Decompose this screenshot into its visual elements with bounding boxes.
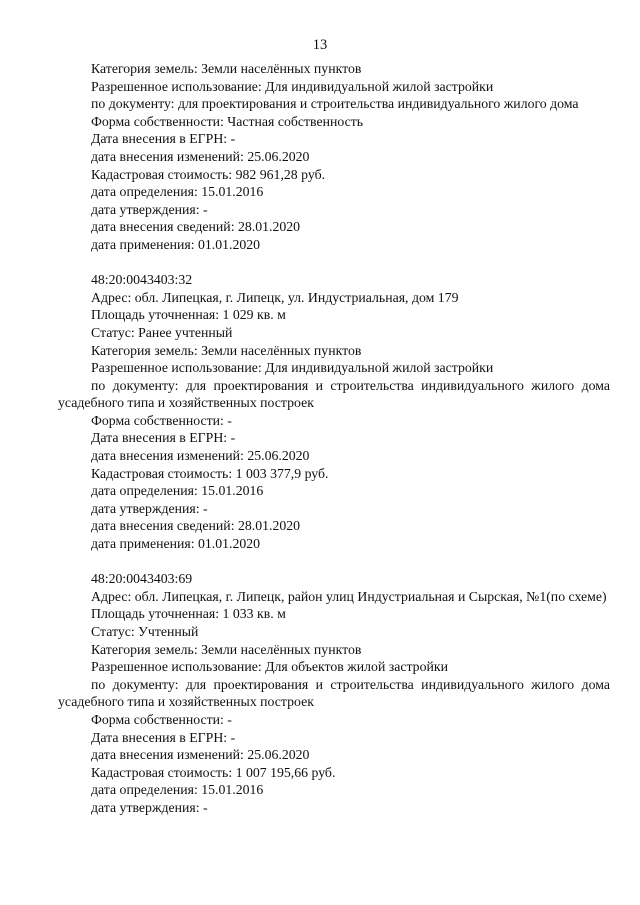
land-category: Категория земель: Земли населённых пунктов [91, 342, 362, 358]
info-date: дата внесения сведений: 28.01.2020 [91, 219, 301, 235]
cadastral-value: Кадастровая стоимость: 1 007 195,66 руб. [91, 764, 336, 780]
status: Статус: Учтенный [91, 624, 199, 639]
cadastral-value: Кадастровая стоимость: 982 961,28 руб. [91, 166, 326, 182]
determination-date: дата определения: 15.01.2016 [91, 782, 264, 798]
status: Статус: Ранее учтенный [91, 324, 233, 340]
address: Адрес: обл. Липецкая, г. Липецк, район улиц Индустриальная и Сырская, №1(по схеме) [91, 588, 607, 604]
block-spacer [58, 254, 610, 272]
ownership-form: Форма собственности: Частная собственность [91, 113, 364, 129]
egrn-date: Дата внесения в ЕГРН: - [91, 131, 236, 147]
ownership-form: Форма собственности: - [91, 412, 232, 428]
area: Площадь уточненная: 1 029 кв. м [91, 307, 286, 323]
cadastral-value: Кадастровая стоимость: 1 003 377,9 руб. [91, 465, 329, 481]
application-date: дата применения: 01.01.2020 [91, 536, 261, 552]
area: Площадь уточненная: 1 033 кв. м [91, 606, 286, 622]
permitted-use: Разрешенное использование: Для индивидуальной жилой застройки [91, 360, 494, 376]
approval-date: дата утверждения: - [91, 799, 208, 815]
by-document: по документу: для проектирования и строительства индивидуального жилого дома [91, 96, 579, 112]
changes-date: дата внесения изменений: 25.06.2020 [91, 747, 310, 763]
cadastral-number: 48:20:0043403:69 [91, 571, 193, 587]
document-body [58, 60, 610, 817]
record-block-2 [58, 271, 610, 553]
info-date: дата внесения сведений: 28.01.2020 [91, 518, 301, 534]
address: Адрес: обл. Липецкая, г. Липецк, ул. Индустриальная, дом 179 [91, 289, 459, 305]
by-document: по документу: для проектирования и строительства индивидуального жилого дома усадебного типа и хозяйственных построек [58, 377, 610, 411]
block-spacer [58, 553, 610, 571]
land-category: Категория земель: Земли населённых пунктов [91, 641, 362, 657]
page-number: 13 [312, 37, 328, 53]
by-document: по документу: для проектирования и строительства индивидуального жилого дома усадебного типа и хозяйственных построек [58, 676, 610, 710]
land-category: Категория земель: Земли населённых пунктов [91, 61, 362, 76]
ownership-form: Форма собственности: - [91, 711, 232, 727]
determination-date: дата определения: 15.01.2016 [91, 184, 264, 200]
approval-date: дата утверждения: - [91, 201, 208, 217]
approval-date: дата утверждения: - [91, 500, 208, 516]
permitted-use: Разрешенное использование: Для объектов жилой застройки [91, 659, 448, 675]
record-block-3 [58, 570, 610, 816]
record-block-1 [58, 60, 610, 254]
egrn-date: Дата внесения в ЕГРН: - [91, 430, 236, 446]
changes-date: дата внесения изменений: 25.06.2020 [91, 148, 310, 164]
application-date: дата применения: 01.01.2020 [91, 236, 261, 252]
egrn-date: Дата внесения в ЕГРН: - [91, 729, 236, 745]
cadastral-number: 48:20:0043403:32 [91, 272, 193, 288]
changes-date: дата внесения изменений: 25.06.2020 [91, 448, 310, 464]
determination-date: дата определения: 15.01.2016 [91, 483, 264, 499]
permitted-use: Разрешенное использование: Для индивидуальной жилой застройки [91, 78, 494, 94]
